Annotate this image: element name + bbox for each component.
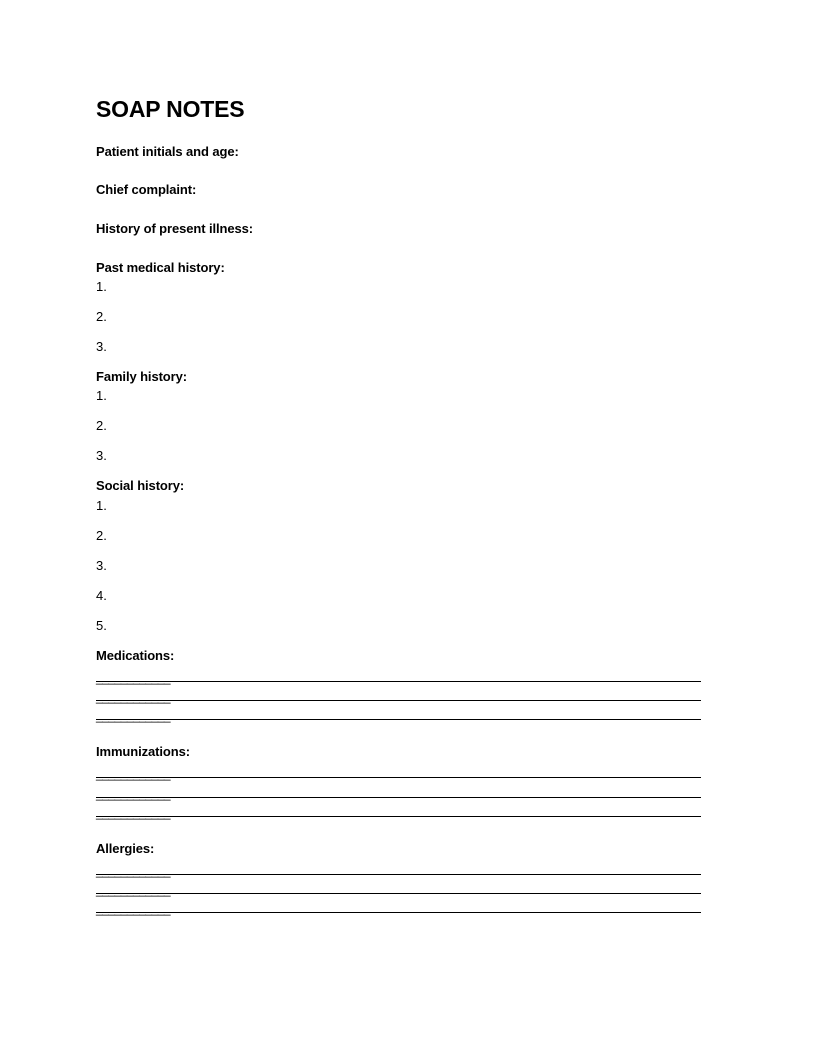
immunizations-line-1[interactable] — [96, 763, 701, 781]
social-item-4: 4. — [96, 588, 107, 603]
patient-initials-label: Patient initials and age: — [96, 144, 239, 159]
family-history-label: Family history: — [96, 369, 187, 384]
medications-line-1[interactable] — [96, 667, 701, 685]
immunizations-line-2[interactable] — [96, 783, 701, 801]
history-present-illness-label: History of present illness: — [96, 221, 253, 236]
immunizations-line-2-underscores: ____________ — [96, 787, 171, 801]
immunizations-line-3-underscores: ____________ — [96, 806, 171, 820]
medications-line-2[interactable] — [96, 686, 701, 704]
immunizations-line-1-underscores: ____________ — [96, 767, 171, 781]
allergies-line-1-underscores: ____________ — [96, 864, 171, 878]
medications-line-2-underscores: ____________ — [96, 690, 171, 704]
allergies-line-3-underscores: ____________ — [96, 902, 171, 916]
social-history-label: Social history: — [96, 478, 185, 493]
family-item-2: 2. — [96, 418, 107, 433]
chief-complaint-label: Chief complaint: — [96, 182, 197, 197]
social-item-5: 5. — [96, 618, 107, 633]
allergies-line-1[interactable] — [96, 860, 701, 878]
past-medical-history-label: Past medical history: — [96, 260, 225, 275]
social-item-3: 3. — [96, 558, 107, 573]
social-item-1: 1. — [96, 498, 107, 513]
medications-label: Medications: — [96, 648, 175, 663]
social-item-2: 2. — [96, 528, 107, 543]
past-medical-item-3: 3. — [96, 339, 107, 354]
past-medical-item-1: 1. — [96, 279, 107, 294]
immunizations-label: Immunizations: — [96, 744, 190, 759]
medications-line-3[interactable] — [96, 705, 701, 723]
medications-line-3-underscores: ____________ — [96, 709, 171, 723]
family-item-3: 3. — [96, 448, 107, 463]
medications-line-1-underscores: ____________ — [96, 671, 171, 685]
past-medical-item-2: 2. — [96, 309, 107, 324]
allergies-line-2-underscores: ____________ — [96, 883, 171, 897]
family-item-1: 1. — [96, 388, 107, 403]
allergies-label: Allergies: — [96, 841, 155, 856]
document-title: SOAP NOTES — [96, 96, 245, 122]
immunizations-line-3[interactable] — [96, 802, 701, 820]
allergies-line-2[interactable] — [96, 879, 701, 897]
allergies-line-3[interactable] — [96, 898, 701, 916]
